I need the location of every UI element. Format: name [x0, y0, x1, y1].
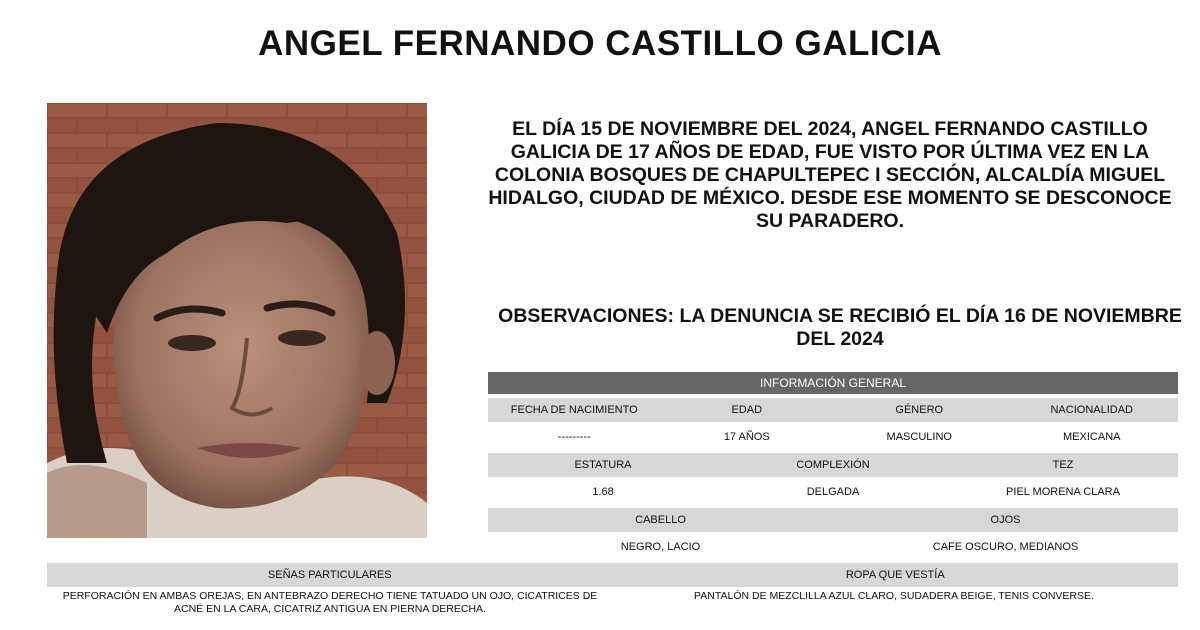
info-row2-labels — [488, 453, 1178, 477]
person-photo — [47, 103, 427, 538]
value-genero: MASCULINO — [886, 431, 952, 443]
value-tez: PIEL MORENA CLARA — [1006, 486, 1120, 498]
label-estatura: ESTATURA — [574, 459, 632, 471]
label-senas-particulares: SEÑAS PARTICULARES — [267, 569, 392, 581]
label-ojos: OJOS — [990, 514, 1021, 526]
label-genero: GÉNERO — [895, 404, 944, 416]
senas-particulares-text: PERFORACIÓN EN AMBAS OREJAS, EN ANTEBRAZO DERECHO TIENE TATUADO UN OJO, CICATRICES DE ACNÉ EN LA CARA, CICATRIZ ANTIGUA EN PIERNA DERECHA. — [62, 590, 598, 615]
label-ropa-que-vestia: ROPA QUE VESTÍA — [845, 569, 945, 581]
label-fecha-nacimiento: FECHA DE NACIMIENTO — [510, 404, 638, 416]
label-tez: TEZ — [1052, 459, 1074, 471]
disappearance-description: EL DÍA 15 DE NOVIEMBRE DEL 2024, ANGEL FERNANDO CASTILLO GALICIA DE 17 AÑOS DE EDAD, FUE VISTO POR ÚLTIMA VEZ EN LA COLONIA BOSQUES DE CHAPULTEPEC I SECCIÓN, ALCALDÍA MIGUEL HIDALGO, CIUDAD DE MÉXICO. DESDE ESE MOMENTO SE DESCONOCE SU PARADERO. — [488, 118, 1172, 232]
info-row1-values — [488, 426, 1178, 448]
info-row2-values — [488, 481, 1178, 503]
person-name-title: ANGEL FERNANDO CASTILLO GALICIA — [258, 24, 942, 63]
info-general-header: INFORMACIÓN GENERAL — [488, 372, 1178, 394]
label-edad: EDAD — [731, 404, 763, 416]
info-row1-labels — [488, 398, 1178, 422]
value-fecha-nacimiento: --------- — [557, 431, 591, 443]
value-ojos: CAFE OSCURO, MEDIANOS — [932, 541, 1079, 553]
value-edad: 17 AÑOS — [723, 431, 770, 443]
label-complexion: COMPLEXIÓN — [796, 459, 870, 471]
label-nacionalidad: NACIONALIDAD — [1050, 404, 1134, 416]
value-complexion: DELGADA — [806, 486, 860, 498]
ropa-que-vestia-text: PANTALÓN DE MEZCLILLA AZUL CLARO, SUDADERA BEIGE, TENIS CONVERSE. — [694, 590, 1094, 602]
info-row3-values — [488, 535, 1178, 559]
info-row3-labels — [488, 508, 1178, 532]
value-estatura: 1.68 — [592, 486, 614, 498]
label-cabello: CABELLO — [635, 514, 686, 526]
value-cabello: NEGRO, LACIO — [620, 541, 701, 553]
bottom-section-header — [47, 563, 1178, 587]
observations-text: OBSERVACIONES: LA DENUNCIA SE RECIBIÓ EL DÍA 16 DE NOVIEMBRE DEL 2024 — [498, 305, 1182, 350]
value-nacionalidad: MEXICANA — [1063, 431, 1121, 443]
